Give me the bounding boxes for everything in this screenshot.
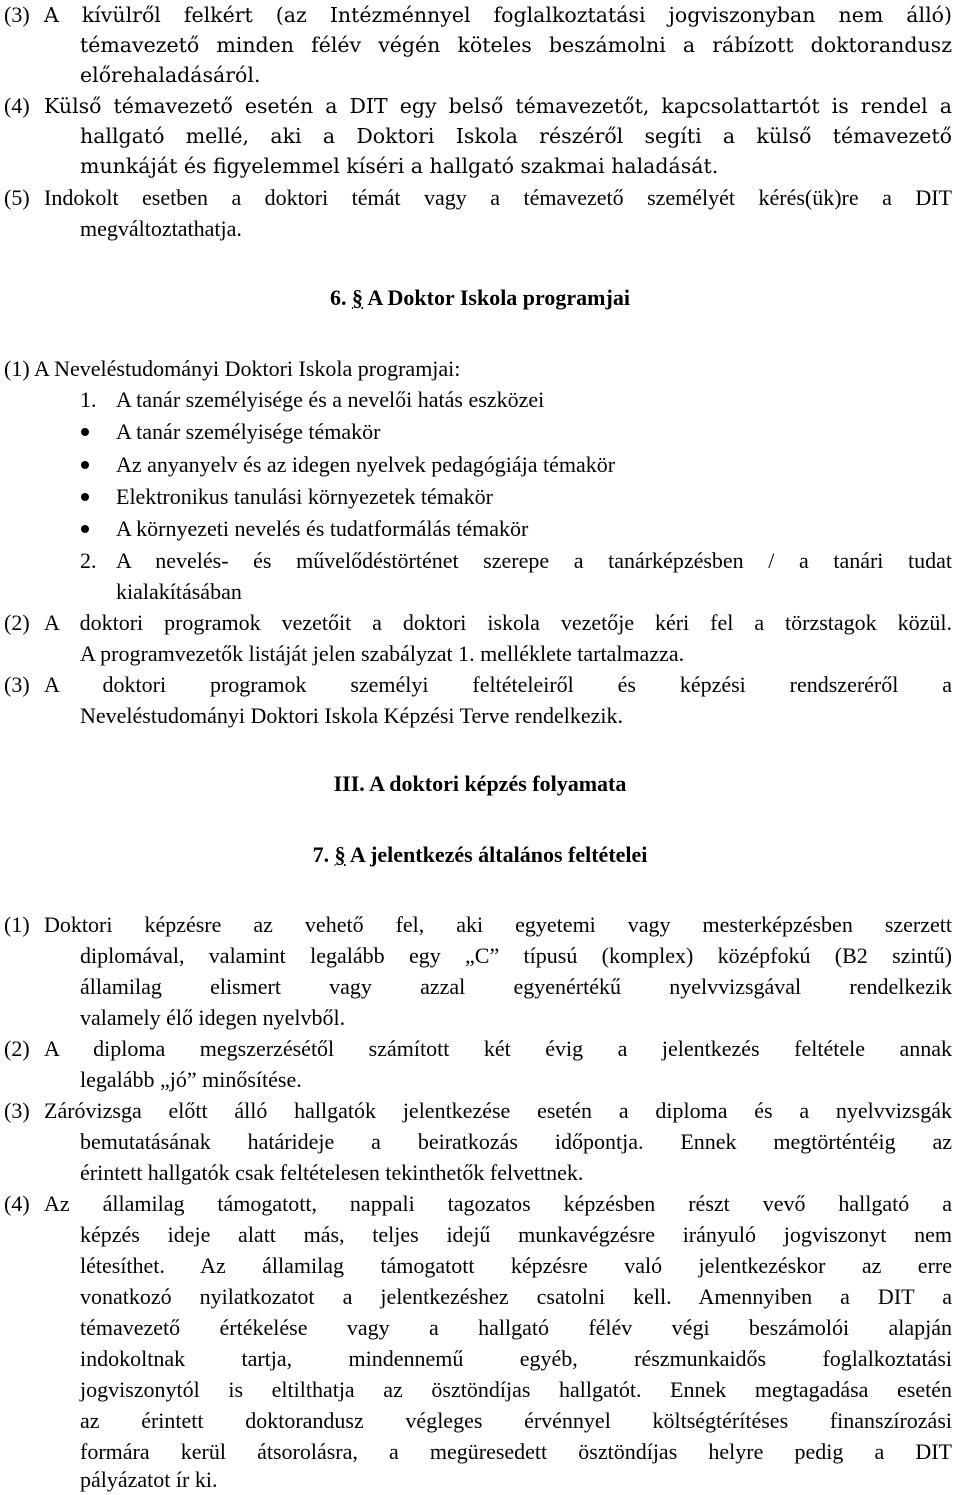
paragraph-line: jogviszonytól is eltilthatja az ösztöndíjas hallgatót. Ennek megtagadása esetén bbox=[80, 1377, 952, 1402]
paragraph-number: (5) bbox=[4, 185, 30, 210]
list-item: Elektronikus tanulási környezetek témakör bbox=[116, 484, 493, 509]
paragraph-line: diplomával, valamint legalább egy „C” típusú (komplex) középfokú (B2 szintű) bbox=[80, 943, 952, 968]
paragraph-number: (3) bbox=[4, 2, 30, 27]
paragraph-number: (4) bbox=[4, 1191, 30, 1216]
section-symbol: § bbox=[334, 842, 346, 867]
paragraph-number: (4) bbox=[4, 93, 30, 118]
paragraph-line: előrehaladásáról. bbox=[80, 63, 261, 87]
program-title: A tanár személyisége és a nevelői hatás eszközei bbox=[116, 387, 545, 412]
bullet-icon bbox=[81, 493, 89, 501]
paragraph-line: A doktori programok vezetőit a doktori iskola vezetője kéri fel a törzstagok közül. bbox=[44, 610, 952, 635]
paragraph-line: Külső témavezető esetén a DIT egy belső témavezetőt, kapcsolattartót is rendel a bbox=[44, 94, 952, 118]
section-symbol: § bbox=[352, 285, 364, 310]
paragraph-line: érintett hallgatók csak feltételesen tekinthetők felvettnek. bbox=[80, 1160, 584, 1185]
paragraph-line: A kívülről felkért (az Intézménnyel foglalkoztatási jogviszonyban nem álló) bbox=[44, 3, 952, 27]
section-7-heading bbox=[0, 839, 960, 871]
paragraph-number: (2) bbox=[4, 610, 30, 635]
section-number: 7. bbox=[312, 842, 330, 867]
program-title-line: kialakításában bbox=[116, 579, 242, 604]
paragraph-number: (2) bbox=[4, 1036, 30, 1061]
paragraph-line: megváltoztathatja. bbox=[80, 216, 242, 241]
paragraph-line: valamely élő idegen nyelvből. bbox=[80, 1005, 346, 1030]
section-title: A Doktor Iskola programjai bbox=[367, 285, 630, 310]
paragraph-number: (3) bbox=[4, 672, 30, 697]
paragraph-line: legalább „jó” minősítése. bbox=[80, 1067, 302, 1092]
program-number: 2. bbox=[80, 548, 97, 573]
chapter-3-heading: III. A doktori képzés folyamata bbox=[333, 771, 627, 796]
paragraph-line: az érintett doktorandusz végleges érvénnyel költségtérítéses finanszírozási bbox=[80, 1408, 952, 1433]
list-item: Az anyanyelv és az idegen nyelvek pedagógiája témakör bbox=[116, 452, 616, 477]
bullet-icon bbox=[81, 525, 89, 533]
paragraph-line: hallgató mellé, aki a Doktori Iskola részéről segíti a külső témavezető bbox=[80, 124, 952, 148]
paragraph-line: létesíthet. Az államilag támogatott képzésre való jelentkezéskor az erre bbox=[80, 1253, 952, 1278]
paragraph-line: pályázatot ír ki. bbox=[80, 1467, 218, 1492]
bullet-icon bbox=[81, 461, 89, 469]
paragraph-line: Indokolt esetben a doktori témát vagy a témavezető személyét kérés(ük)re a DIT bbox=[44, 185, 952, 210]
program-title-line: A nevelés- és művelődéstörténet szerepe a tanárképzésben / a tanári tudat bbox=[116, 548, 952, 573]
list-item: A környezeti nevelés és tudatformálás témakör bbox=[116, 516, 529, 541]
paragraph-line: témavezető értékelése vagy a hallgató félév végi beszámolói alapján bbox=[80, 1315, 952, 1340]
bullet-icon bbox=[81, 428, 89, 436]
paragraph-line: témavezető minden félév végén köteles beszámolni a rábízott doktorandusz bbox=[80, 33, 952, 57]
paragraph-line: munkáját és figyelemmel kíséri a hallgató szakmai haladását. bbox=[80, 154, 719, 178]
program-number: 1. bbox=[80, 387, 97, 412]
paragraph-line: képzés ideje alatt más, teljes idejű munkavégzésre irányuló jogviszonyt nem bbox=[80, 1222, 952, 1247]
paragraph-line: Záróvizsga előtt álló hallgatók jelentkezése esetén a diploma és a nyelvvizsgák bbox=[44, 1098, 952, 1123]
section-6-heading bbox=[0, 282, 960, 314]
programs-intro: (1) A Neveléstudományi Doktori Iskola programjai: bbox=[4, 356, 461, 381]
list-item: A tanár személyisége témakör bbox=[116, 419, 381, 444]
paragraph-line: Neveléstudományi Doktori Iskola Képzési Terve rendelkezik. bbox=[80, 703, 623, 728]
paragraph-line: bemutatásának határideje a beiratkozás időpontja. Ennek megtörténtéig az bbox=[80, 1129, 952, 1154]
paragraph-line: vonatkozó nyilatkozatot a jelentkezéshez csatolni kell. Amennyiben a DIT a bbox=[80, 1284, 952, 1309]
paragraph-number: (1) bbox=[4, 912, 30, 937]
paragraph-line: formára kerül átsorolásra, a megüresedett ösztöndíjas helyre pedig a DIT bbox=[80, 1439, 952, 1464]
paragraph-line: A doktori programok személyi feltételeiről és képzési rendszeréről a bbox=[44, 672, 952, 697]
paragraph-line: Az államilag támogatott, nappali tagozatos képzésben részt vevő hallgató a bbox=[44, 1191, 952, 1216]
paragraph-number: (3) bbox=[4, 1098, 30, 1123]
paragraph-line: A programvezetők listáját jelen szabályzat 1. melléklete tartalmazza. bbox=[80, 641, 685, 666]
paragraph-line: A diploma megszerzésétől számított két évig a jelentkezés feltétele annak bbox=[44, 1036, 952, 1061]
paragraph-line: államilag elismert vagy azzal egyenértékű nyelvvizsgával rendelkezik bbox=[80, 974, 952, 999]
section-number: 6. bbox=[330, 285, 347, 310]
paragraph-line: indokoltnak tartja, mindennemű egyéb, részmunkaidős foglalkoztatási bbox=[80, 1346, 952, 1371]
section-title: A jelentkezés általános feltételei bbox=[349, 842, 648, 867]
paragraph-line: Doktori képzésre az vehető fel, aki egyetemi vagy mesterképzésben szerzett bbox=[44, 912, 952, 937]
